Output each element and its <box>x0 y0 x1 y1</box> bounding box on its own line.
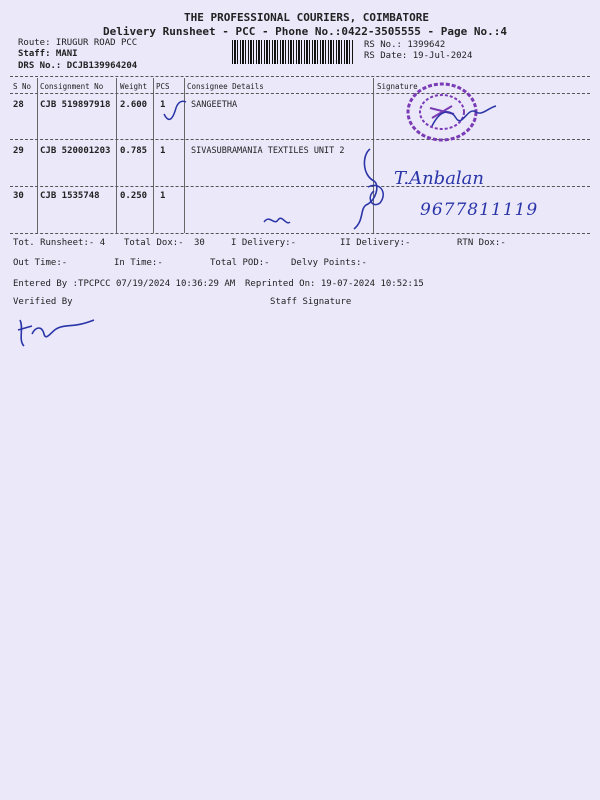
company-title: THE PROFESSIONAL COURIERS, COIMBATORE <box>184 11 430 24</box>
in-time: In Time:- <box>114 258 163 268</box>
rtn-dox: RTN Dox:- <box>457 238 506 248</box>
row-consignment: CJB 1535748 <box>40 191 100 201</box>
runsheet-subtitle: Delivery Runsheet - PCC - Phone No.:0422-3505555 - Page No.:4 <box>103 25 507 38</box>
row-weight: 0.250 <box>120 191 148 201</box>
out-time: Out Time:- <box>13 258 68 268</box>
total-dox-value: 30 <box>194 238 205 248</box>
total-pod: Total POD:- <box>210 258 270 268</box>
row-rule <box>10 139 590 140</box>
col-consignee: Consignee Details <box>187 82 264 91</box>
col-divider <box>37 78 38 233</box>
row-weight: 0.785 <box>120 146 148 156</box>
entered-by: Entered By :TPCPCC 07/19/2024 10:36:29 AM <box>13 279 236 289</box>
row-consignee: SIVASUBRAMANIA TEXTILES UNIT 2 <box>191 146 345 156</box>
row-weight: 2.600 <box>120 100 148 110</box>
tot-runsheet: Tot. Runsheet:- 4 <box>13 238 106 248</box>
table-bottom-rule <box>10 233 590 234</box>
reprinted-on: Reprinted On: 19-07-2024 10:52:15 <box>245 279 424 289</box>
col-weight: Weight <box>120 82 148 91</box>
total-dox-label: Total Dox:- <box>124 238 184 248</box>
col-pcs: PCS <box>156 82 170 91</box>
delvy-points: Delvy Points:- <box>291 258 367 268</box>
initial-mark-row30 <box>262 212 292 230</box>
row-sno: 29 <box>13 146 24 156</box>
signature-scribble-row28 <box>430 100 500 130</box>
signature-stroke-row29 <box>340 145 400 235</box>
row-sno: 28 <box>13 100 24 110</box>
ii-delivery: II Delivery:- <box>340 238 411 248</box>
verified-signature <box>14 312 96 350</box>
row-consignment: CJB 520001203 <box>40 146 111 156</box>
col-divider <box>153 78 154 233</box>
rs-number: RS No.: 1399642 <box>364 40 446 50</box>
col-divider <box>116 78 117 233</box>
row-rule <box>10 186 590 187</box>
rs-date: RS Date: 19-Jul-2024 <box>364 51 473 61</box>
col-sno: S No <box>13 82 32 91</box>
drs-number: DRS No.: DCJB139964204 <box>18 61 138 71</box>
staff-label: Staff: MANI <box>18 49 78 59</box>
col-signature: Signature <box>377 82 418 91</box>
col-consignment: Consignment No <box>40 82 104 91</box>
row-pcs: 1 <box>160 191 166 201</box>
route-label: Route: IRUGUR ROAD PCC <box>18 38 138 48</box>
table-top-rule <box>10 76 590 77</box>
row-consignment: CJB 519897918 <box>40 100 111 110</box>
verified-by: Verified By <box>13 297 73 307</box>
row-sno: 30 <box>13 191 24 201</box>
handwritten-name: T.Anbalan <box>394 168 485 189</box>
row-consignee: SANGEETHA <box>191 100 238 110</box>
header-rule <box>10 93 590 94</box>
staff-signature: Staff Signature <box>270 297 352 307</box>
row-pcs: 1 <box>160 146 166 156</box>
handwritten-phone: 9677811119 <box>420 200 539 220</box>
barcode <box>232 40 354 64</box>
row-pcs: 1 <box>160 100 166 110</box>
check-mark-row28 <box>160 96 190 136</box>
i-delivery: I Delivery:- <box>231 238 297 248</box>
